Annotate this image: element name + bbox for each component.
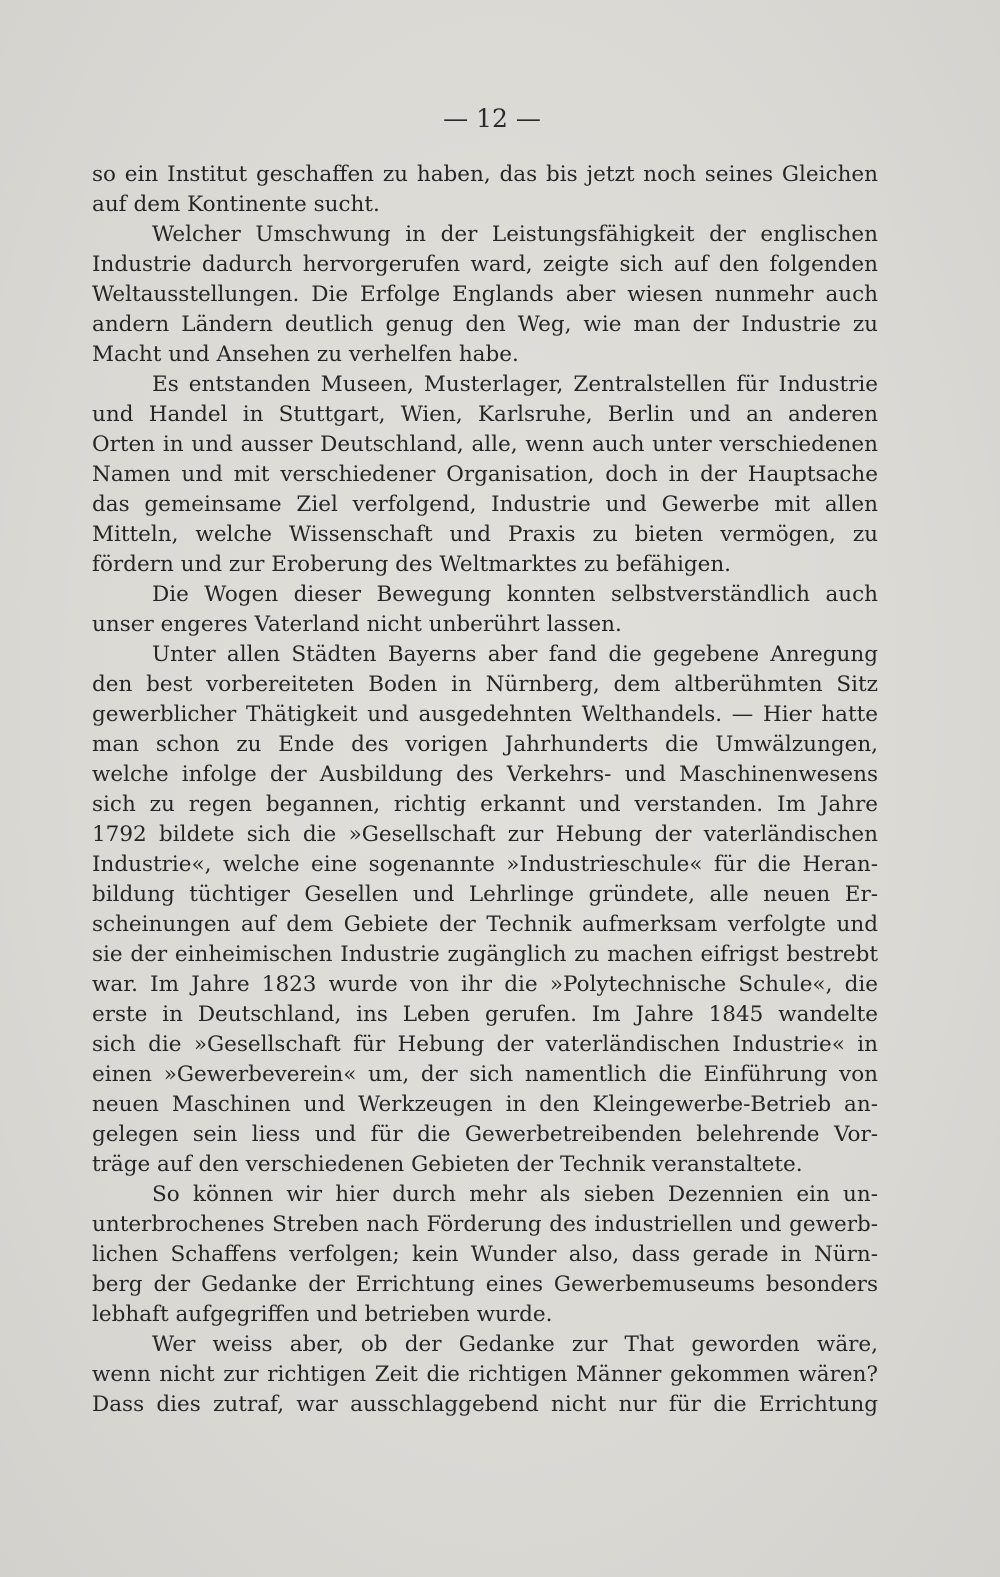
text-line: berg der Gedanke der Errichtung eines Gewerbemuseums besonders: [92, 1272, 878, 1297]
text-line: einen »Gewerbeverein« um, der sich namentlich die Einführung von: [92, 1062, 878, 1087]
text-line: 1792 bildete sich die »Gesellschaft zur Hebung der vaterländischen: [92, 822, 878, 847]
text-line: und Handel in Stuttgart, Wien, Karlsruhe, Berlin und an anderen: [92, 402, 878, 427]
text-line: scheinungen auf dem Gebiete der Technik aufmerksam verfolgte und: [92, 912, 878, 937]
body-text: [92, 160, 878, 1420]
text-line: sich zu regen begannen, richtig erkannt und verstanden. Im Jahre: [92, 792, 878, 817]
text-line: träge auf den verschiedenen Gebieten der Technik veranstaltete.: [92, 1152, 803, 1177]
text-line: Orten in und ausser Deutschland, alle, wenn auch unter verschiedenen: [92, 432, 878, 457]
text-line: auf dem Kontinente sucht.: [92, 192, 380, 217]
text-line: sie der einheimischen Industrie zugänglich zu machen eifrigst bestrebt: [92, 942, 878, 967]
text-line: Industrie dadurch hervorgerufen ward, zeigte sich auf den folgenden: [92, 252, 878, 277]
text-line: neuen Maschinen und Werkzeugen in den Kleingewerbe-Betrieb an-: [92, 1092, 878, 1117]
text-line: Dass dies zutraf, war ausschlaggebend nicht nur für die Errichtung: [92, 1392, 878, 1417]
text-line: lebhaft aufgegriffen und betrieben wurde.: [92, 1302, 553, 1327]
text-line: so ein Institut geschaffen zu haben, das bis jetzt noch seines Gleichen: [92, 162, 878, 187]
page-number: — 12 —: [443, 104, 541, 133]
text-line: Unter allen Städten Bayerns aber fand die gegebene Anregung: [152, 642, 878, 667]
text-line: unser engeres Vaterland nicht unberührt lassen.: [92, 612, 622, 637]
text-line: war. Im Jahre 1823 wurde von ihr die »Polytechnische Schule«, die: [92, 972, 878, 997]
text-line: Mitteln, welche Wissenschaft und Praxis zu bieten vermögen, zu: [92, 522, 878, 547]
text-line: unterbrochenes Streben nach Förderung des industriellen und gewerb-: [92, 1212, 878, 1237]
text-line: andern Ländern deutlich genug den Weg, wie man der Industrie zu: [92, 312, 878, 337]
text-line: Macht und Ansehen zu verhelfen habe.: [92, 342, 519, 367]
text-line: Weltausstellungen. Die Erfolge Englands aber wiesen nunmehr auch: [92, 282, 878, 307]
text-line: sich die »Gesellschaft für Hebung der vaterländischen Industrie« in: [92, 1032, 878, 1057]
text-line: erste in Deutschland, ins Leben gerufen. Im Jahre 1845 wandelte: [92, 1002, 878, 1027]
text-line: Welcher Umschwung in der Leistungsfähigkeit der englischen: [152, 222, 878, 247]
text-line: Es entstanden Museen, Musterlager, Zentralstellen für Industrie: [152, 372, 878, 397]
text-line: welche infolge der Ausbildung des Verkehrs- und Maschinenwesens: [92, 762, 878, 787]
text-line: gewerblicher Thätigkeit und ausgedehnten Welthandels. — Hier hatte: [92, 702, 878, 727]
text-line: Industrie«, welche eine sogenannte »Industrieschule« für die Heran-: [92, 852, 878, 877]
text-line: So können wir hier durch mehr als sieben Dezennien ein un-: [152, 1182, 878, 1207]
text-line: Namen und mit verschiedener Organisation, doch in der Hauptsache: [92, 462, 878, 487]
text-line: gelegen sein liess und für die Gewerbetreibenden belehrende Vor-: [92, 1122, 878, 1147]
text-line: Die Wogen dieser Bewegung konnten selbstverständlich auch: [152, 582, 878, 607]
text-line: den best vorbereiteten Boden in Nürnberg, dem altberühmten Sitz: [92, 672, 878, 697]
text-line: man schon zu Ende des vorigen Jahrhunderts die Umwälzungen,: [92, 732, 878, 757]
text-line: wenn nicht zur richtigen Zeit die richtigen Männer gekommen wären?: [92, 1362, 878, 1387]
text-line: lichen Schaffens verfolgen; kein Wunder also, dass gerade in Nürn-: [92, 1242, 878, 1267]
text-line: bildung tüchtiger Gesellen und Lehrlinge gründete, alle neuen Er-: [92, 882, 878, 907]
text-line: fördern und zur Eroberung des Weltmarktes zu befähigen.: [92, 552, 732, 577]
text-line: Wer weiss aber, ob der Gedanke zur That geworden wäre,: [152, 1332, 878, 1357]
text-line: das gemeinsame Ziel verfolgend, Industrie und Gewerbe mit allen: [92, 492, 878, 517]
